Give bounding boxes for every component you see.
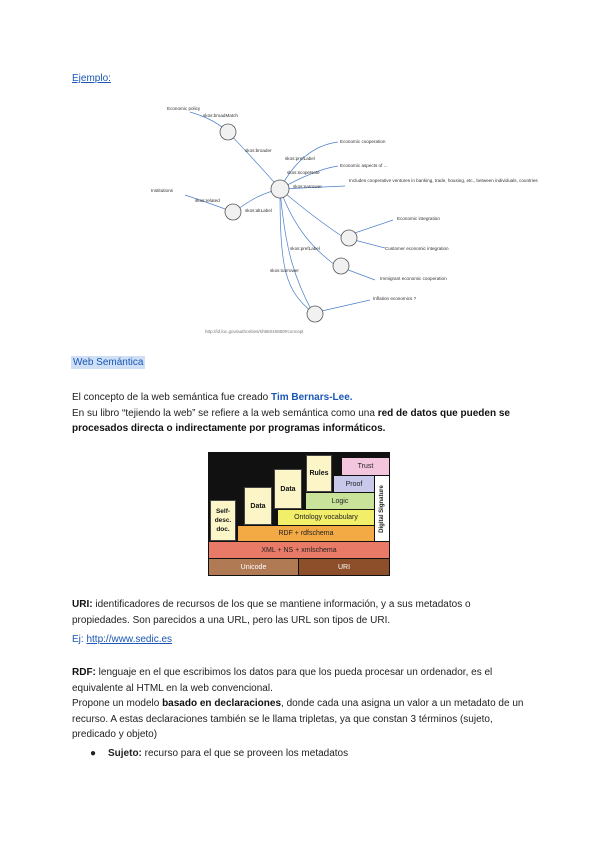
layer-ontology: Ontology vocabulary [278,510,374,525]
layer-unicode: Unicode [209,559,298,575]
graph-text: Economic policy [167,106,201,111]
graph-edge [280,142,338,189]
rdf-text: equivalente al HTML en la web convencional. [72,682,273,694]
intro-paragraph [72,390,542,437]
graph-node [220,124,236,140]
graph-text: Inflation economics ? [373,296,417,301]
intro-text: El concepto de la web semántica fue creado [72,392,272,403]
bullet-bold: Sujeto: [108,748,142,759]
layer-rdf: RDF + rdfschema [238,526,374,541]
graph-edge-label: skos:related [195,198,220,203]
bullet-item [90,748,348,759]
graph-edge [280,189,313,313]
rdf-line-2 [72,681,557,697]
rdf-text: predicado y objeto) [72,729,158,740]
uri-bold: URI: [72,599,93,610]
rdf-line-4 [72,712,557,728]
graph-node [341,230,357,246]
graph-text: Includes cooperative ventures in banking, trade, housing, etc., between individuals, countries [349,178,538,183]
layer-digital-signature [375,476,389,541]
graph-edge-label: skos:broadMatch [203,113,238,118]
sedic-link[interactable]: http://www.sedic.es [86,634,173,645]
rdf-text: lenguaje en el que escribimos los datos para que los pueda procesar un ordenador, es el [95,667,493,678]
intro-bold: red de datos que pueden se [377,407,510,419]
uri-text: propiedades. Son parecidos a una URL, pero las URL son tipos de URI. [72,614,391,626]
graph-edge-label: skos:narrower [293,184,322,189]
bullet-dot-icon: ● [90,748,97,759]
signature-label: Digital Signature [379,484,386,533]
concept-graph-figure [145,100,538,340]
rdf-bold: RDF: [72,667,96,678]
doc-rules: Rules [306,455,332,492]
author-name: Tim Bernars-Lee. [271,392,353,403]
intro-line-2 [72,406,542,422]
graph-node [225,204,241,220]
uri-text: identificadores de recursos de los que se mantiene información, y a sus metadatos o [92,599,471,610]
rdf-line-3 [72,696,557,712]
doc-data-2: Data [244,487,272,525]
example-link[interactable]: Ejemplo: [72,73,111,84]
graph-text: Economic integration [397,216,440,221]
graph-edge-label: skos:broader [245,148,272,153]
intro-text: En su libro “tejiendo la web” se refiere a la web semántica como una [72,407,378,419]
semantic-web-stack [208,452,390,576]
section-title: Web Semántica [73,357,144,368]
graph-edge [280,189,335,265]
graph-text: Immigrant economic cooperation [380,276,447,281]
uri-paragraph [72,597,552,628]
layer-proof: Proof [334,476,374,492]
layer-xml: XML + NS + xmlschema [209,542,389,558]
doc-data-1: Data [274,469,302,509]
layer-logic: Logic [306,493,374,509]
uri-example [72,634,172,645]
graph-node [333,258,349,274]
bullet-text: recurso para el que se proveen los metadatos [141,748,349,759]
graph-text: Customer economic integration [385,246,449,251]
rdf-paragraph [72,665,557,743]
graph-text: Institutions [151,188,173,193]
rdf-line-1 [72,665,557,681]
graph-edge [228,132,280,189]
rdf-bold: basado en declaraciones [162,698,282,709]
uri-line-2 [72,613,552,629]
rdf-text: , donde cada una asigna un valor a un metadato de un [281,698,524,709]
graph-text: Economic aspects of ... [340,163,388,168]
graph-edge [280,189,343,237]
graph-node [307,306,323,322]
graph-edge-label: skos:altLabel [245,208,272,213]
graph-edge-label: skos:narrower [270,268,299,273]
graph-text [349,178,538,183]
graph-edge-label: skos:scopeNote [287,170,320,175]
rdf-text: Propone un modelo [72,698,163,709]
intro-line-1 [72,390,542,406]
rdf-text: recurso. A estas declaraciones también se le llama tripletas, ya que constan 3 términos (sujeto, [72,713,493,725]
graph-edge [280,189,313,313]
uri-line-1 [72,597,552,613]
layer-trust: Trust [342,458,389,475]
layer-uri: URI [299,559,389,575]
doc-self-desc: Self-desc. doc. [210,500,236,541]
intro-bold: procesados directa o indirectamente por programas informáticos. [72,423,386,434]
graph-edge-label: skos:prefLabel [290,246,320,251]
graph-caption: http://id.loc.gov/authorities/sh85040850#concept [205,329,304,334]
rdf-line-5 [72,727,557,743]
example-prefix: Ej: [72,634,84,645]
graph-text: Economic cooperation [340,139,386,144]
graph-node [271,180,289,198]
intro-line-3 [72,421,542,437]
graph-edge-label: skos:prefLabel [285,156,315,161]
